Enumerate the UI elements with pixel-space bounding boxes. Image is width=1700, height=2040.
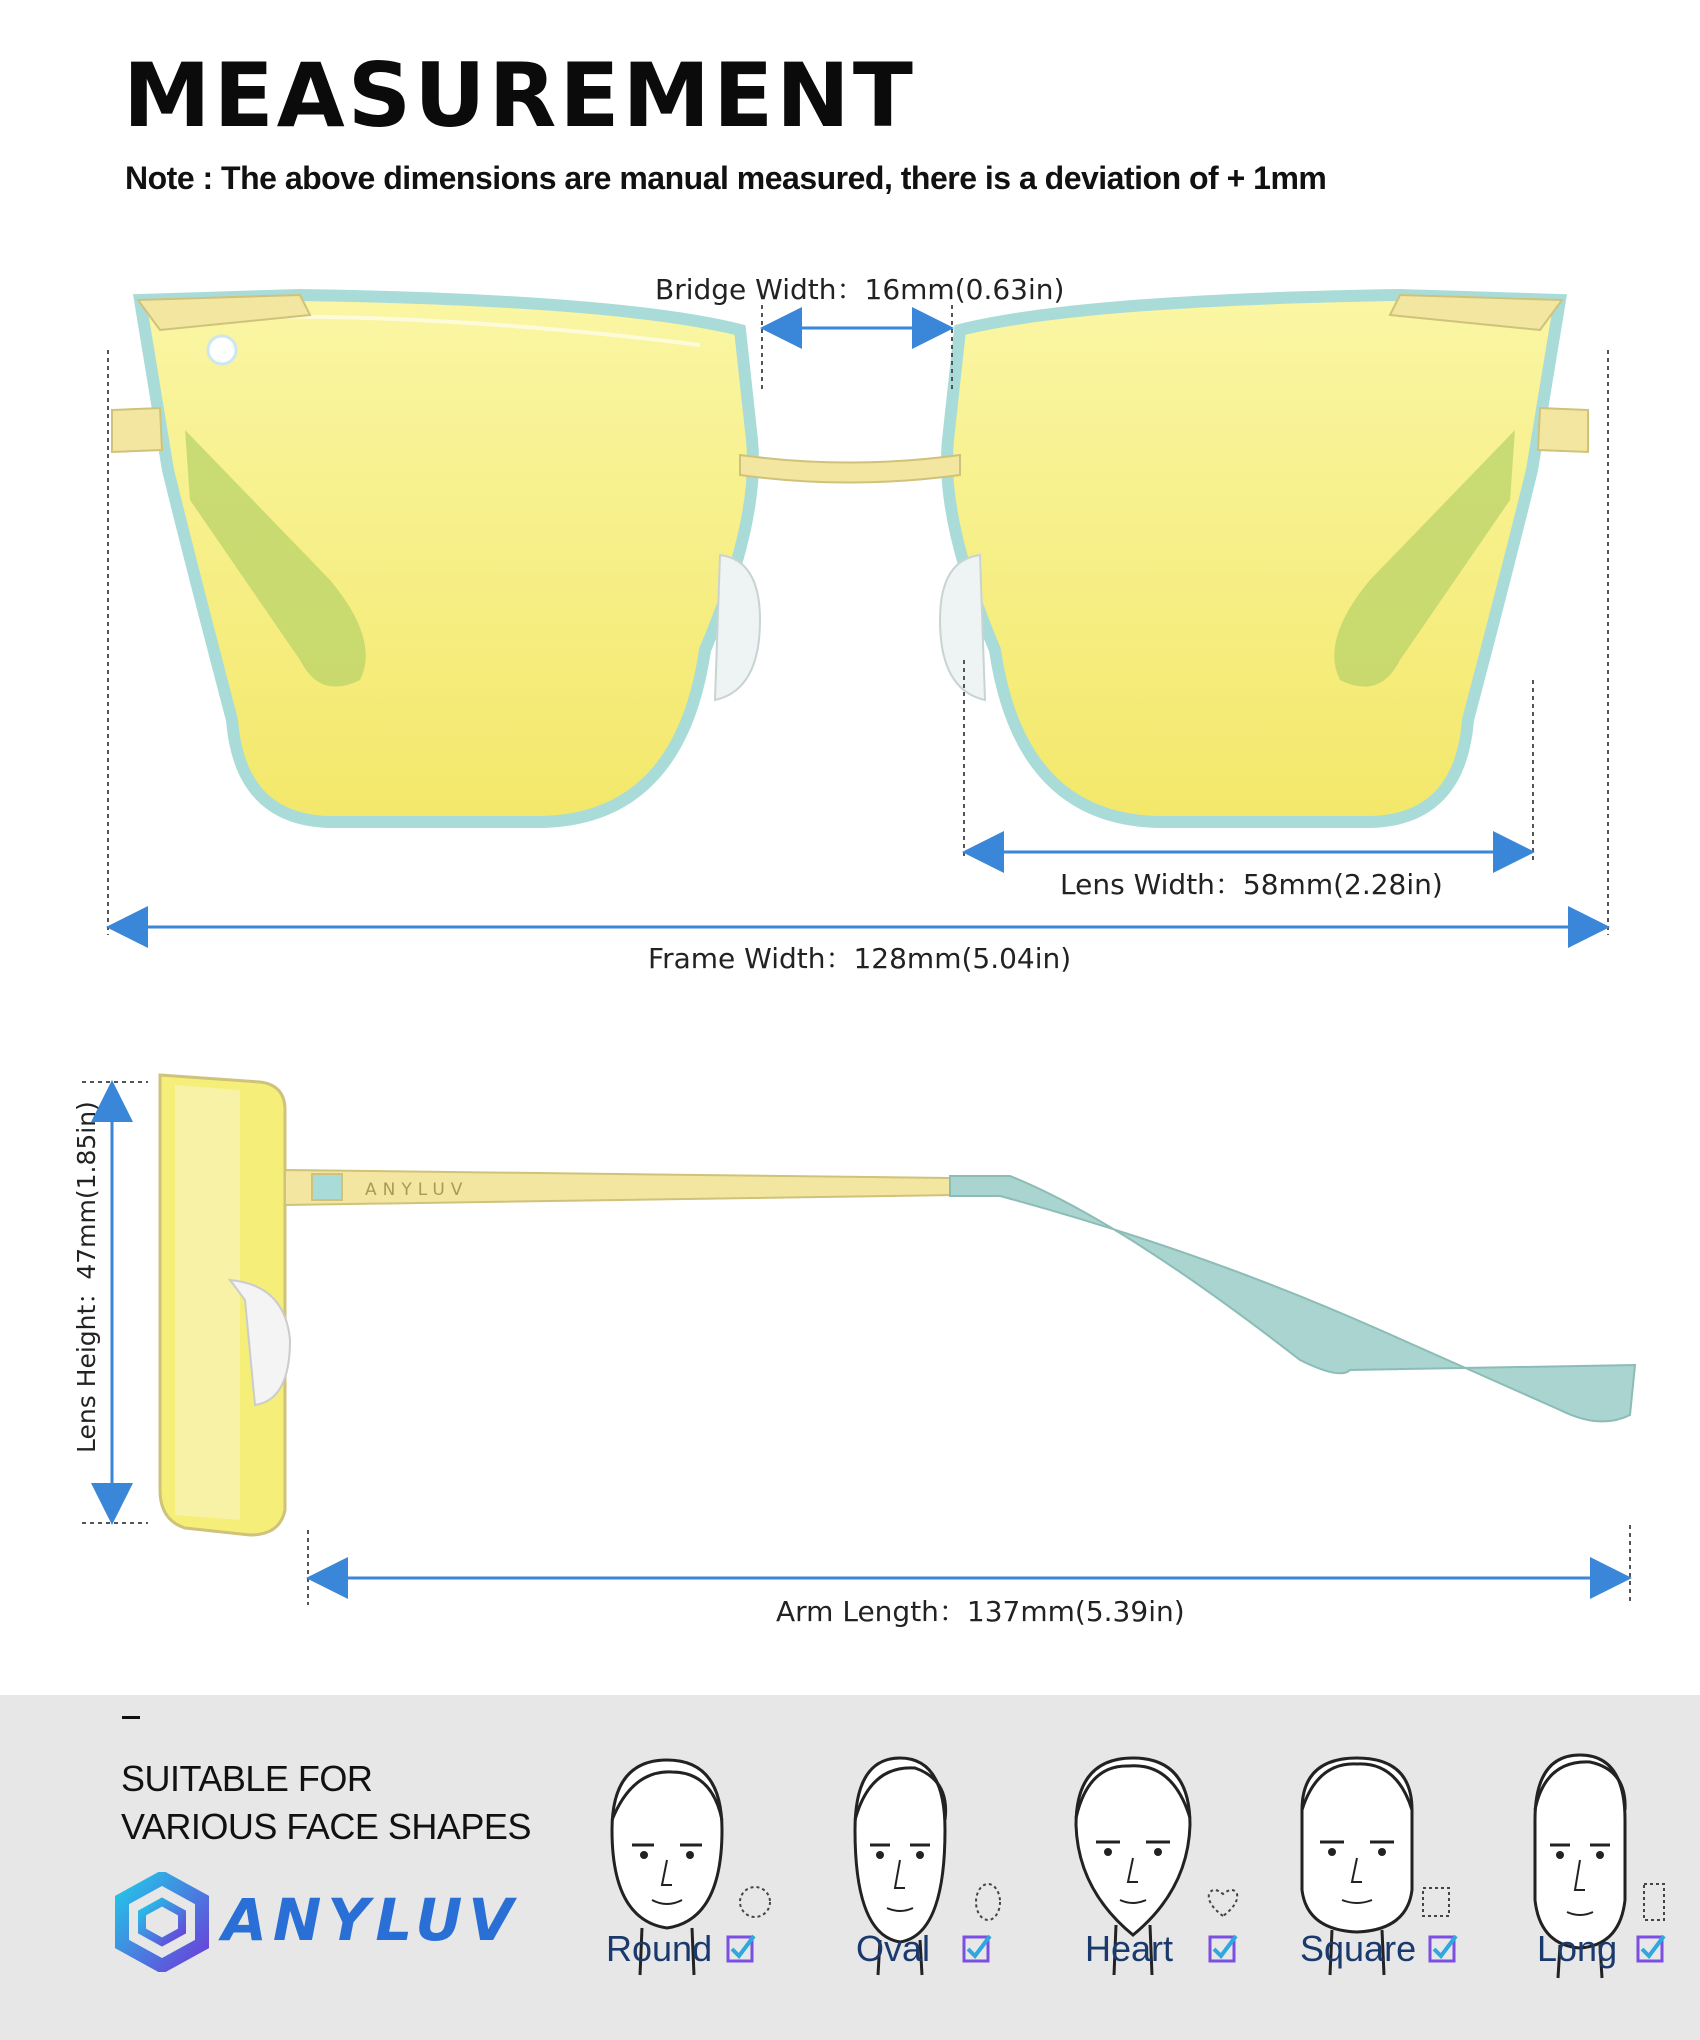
square-checkbox[interactable]	[1428, 1933, 1458, 1963]
brand-hexagon-icon	[112, 1872, 212, 1972]
nose-pad-right	[940, 555, 985, 700]
page-title: MEASUREMENT	[123, 44, 916, 147]
oval-shape-hint-icon	[970, 1882, 1006, 1922]
suitable-line-1: SUITABLE FOR	[121, 1758, 373, 1799]
brand-logo	[112, 1872, 532, 1972]
oval-checkbox[interactable]	[962, 1933, 992, 1963]
oval-label: Oval	[856, 1928, 931, 1969]
bridge	[740, 455, 960, 483]
suitable-heading	[121, 1755, 531, 1851]
long-shape-hint-icon	[1636, 1882, 1672, 1922]
long-label: Long	[1537, 1928, 1618, 1969]
lens-height-label: Lens Height：47mm(1.85in)	[72, 1101, 101, 1453]
round-shape-hint-icon	[737, 1882, 773, 1922]
temple-tip	[950, 1176, 1635, 1421]
square-shape-hint-icon	[1418, 1882, 1454, 1922]
section-dash	[122, 1716, 140, 1719]
suitable-line-2: VARIOUS FACE SHAPES	[121, 1806, 531, 1847]
heart-label: Heart	[1085, 1928, 1174, 1969]
long-checkbox[interactable]	[1636, 1933, 1666, 1963]
lens-logo-icon	[208, 336, 236, 364]
bridge-width-label: Bridge Width：16mm(0.63in)	[655, 273, 1065, 306]
nose-pad-left	[715, 555, 760, 700]
temple-brand-text: ANYLUV	[365, 1180, 469, 1200]
round-label: Round	[606, 1928, 713, 1969]
lens-width-label: Lens Width：58mm(2.28in)	[1060, 868, 1443, 901]
heart-checkbox[interactable]	[1208, 1933, 1238, 1963]
glasses-side-view	[160, 1075, 1635, 1535]
frame-width-label: Frame Width：128mm(5.04in)	[648, 942, 1072, 975]
round-checkbox[interactable]	[726, 1933, 756, 1963]
brand-name: ANYLUV	[222, 1886, 520, 1954]
heart-shape-hint-icon	[1205, 1882, 1241, 1922]
square-label: Square	[1300, 1928, 1417, 1969]
measurement-note: Note : The above dimensions are manual measured, there is a deviation of + 1mm	[125, 160, 1327, 196]
arm-length-label: Arm Length：137mm(5.39in)	[776, 1595, 1185, 1628]
